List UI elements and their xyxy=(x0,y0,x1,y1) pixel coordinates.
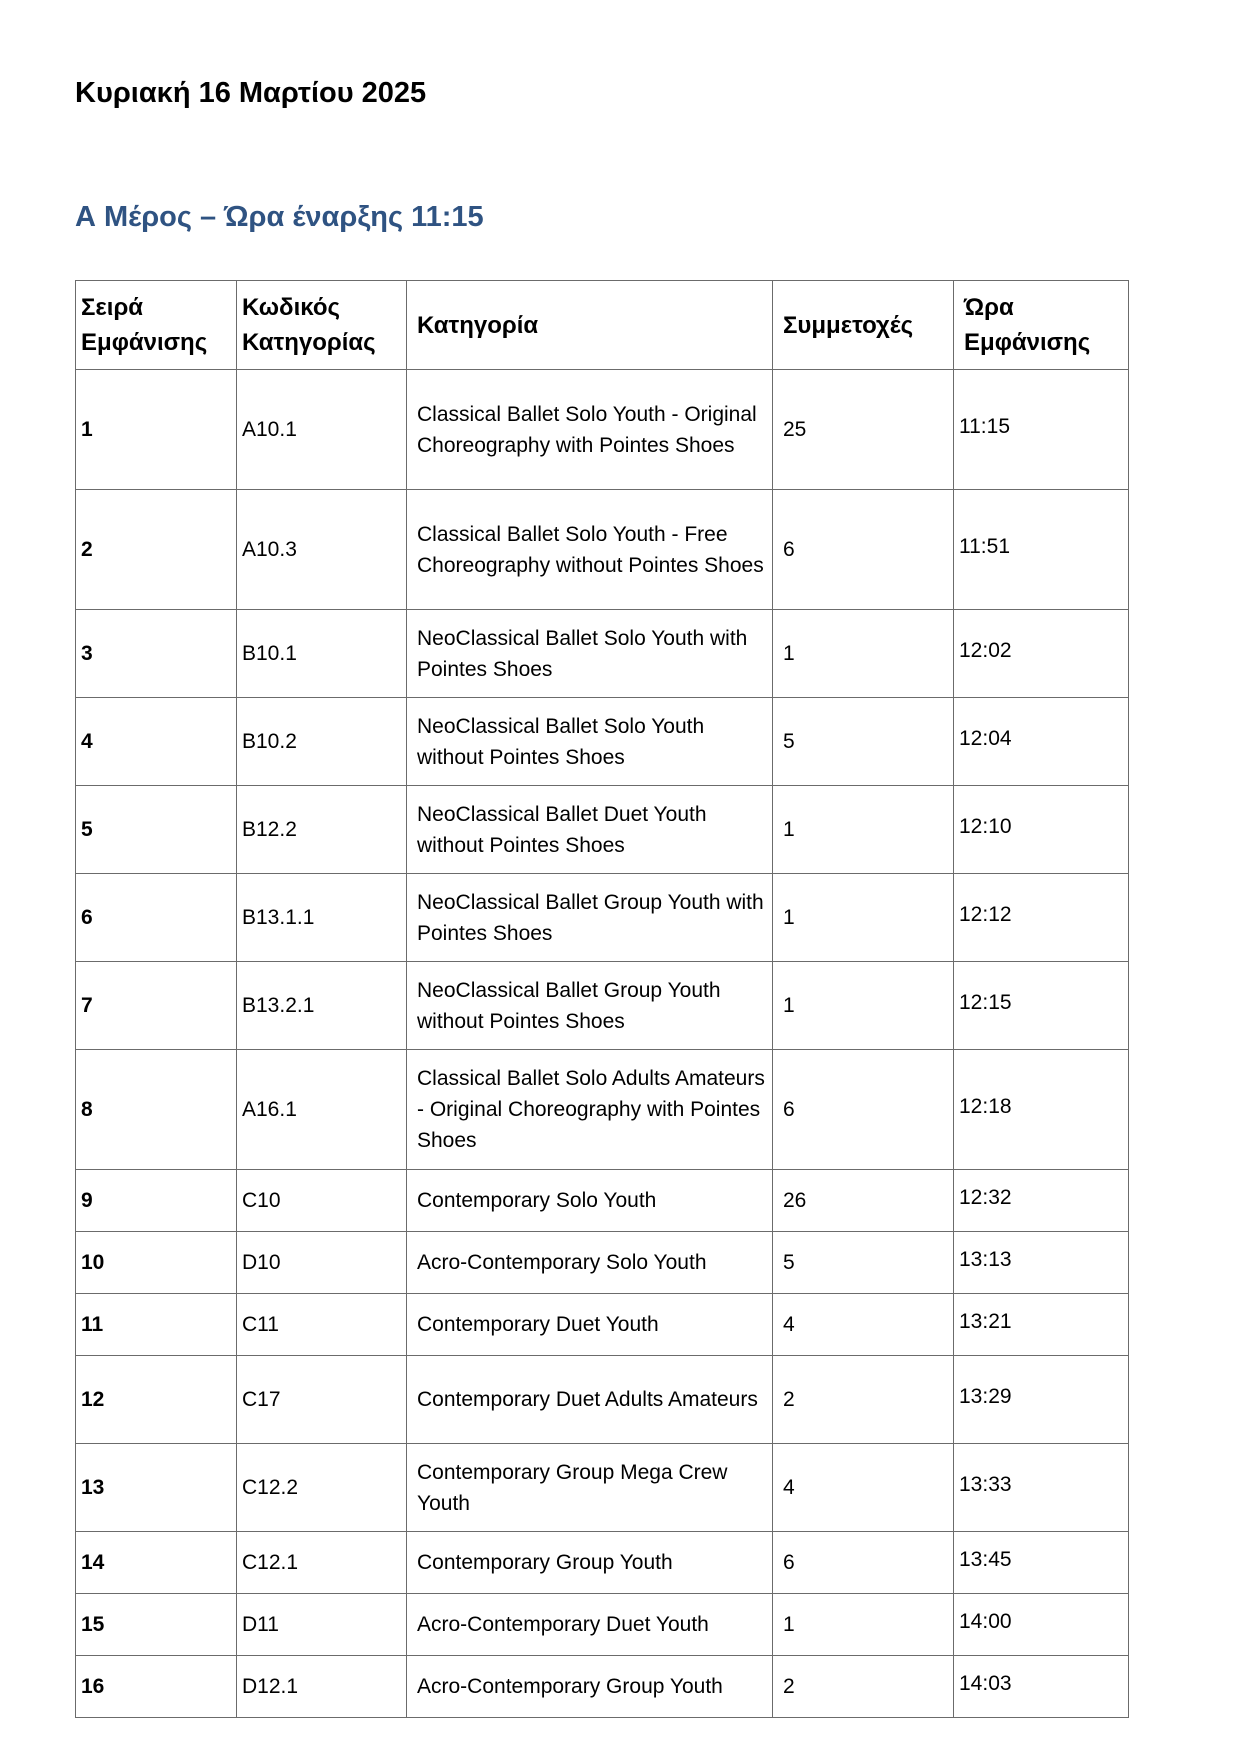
cell-category: NeoClassical Ballet Solo Youth with Pointes Shoes xyxy=(407,610,773,698)
cell-time: 12:15 xyxy=(954,962,1129,1050)
cell-order: 9 xyxy=(76,1170,237,1232)
header-category: Κατηγορία xyxy=(407,281,773,370)
cell-time: 12:10 xyxy=(954,786,1129,874)
cell-code: D11 xyxy=(237,1594,407,1656)
table-row xyxy=(76,698,1129,786)
cell-category: NeoClassical Ballet Group Youth without Pointes Shoes xyxy=(407,962,773,1050)
cell-order: 8 xyxy=(76,1050,237,1170)
cell-order: 3 xyxy=(76,610,237,698)
cell-code: A10.1 xyxy=(237,370,407,490)
table-row xyxy=(76,786,1129,874)
cell-time: 12:18 xyxy=(954,1050,1129,1170)
cell-time: 12:12 xyxy=(954,874,1129,962)
cell-time: 13:13 xyxy=(954,1232,1129,1294)
cell-time: 14:03 xyxy=(954,1656,1129,1718)
cell-time: 12:04 xyxy=(954,698,1129,786)
cell-participants: 2 xyxy=(773,1656,954,1718)
cell-time: 13:33 xyxy=(954,1444,1129,1532)
cell-time: 13:29 xyxy=(954,1356,1129,1444)
cell-time: 14:00 xyxy=(954,1594,1129,1656)
cell-category: Contemporary Duet Youth xyxy=(407,1294,773,1356)
cell-order: 13 xyxy=(76,1444,237,1532)
cell-order: 15 xyxy=(76,1594,237,1656)
cell-time: 11:15 xyxy=(954,370,1129,490)
cell-category: Contemporary Duet Adults Amateurs xyxy=(407,1356,773,1444)
cell-category: Classical Ballet Solo Adults Amateurs - Original Choreography with Pointes Shoes xyxy=(407,1050,773,1170)
table-row xyxy=(76,1170,1129,1232)
cell-participants: 1 xyxy=(773,962,954,1050)
header-order: Σειρά Εμφάνισης xyxy=(76,281,237,370)
cell-time: 13:21 xyxy=(954,1294,1129,1356)
header-time: Ώρα Εμφάνισης xyxy=(954,281,1129,370)
table-row xyxy=(76,874,1129,962)
cell-participants: 6 xyxy=(773,490,954,610)
cell-category: Contemporary Group Mega Crew Youth xyxy=(407,1444,773,1532)
cell-code: B13.2.1 xyxy=(237,962,407,1050)
table-header-row xyxy=(76,281,1129,370)
cell-code: A10.3 xyxy=(237,490,407,610)
cell-code: C11 xyxy=(237,1294,407,1356)
cell-participants: 4 xyxy=(773,1444,954,1532)
cell-participants: 5 xyxy=(773,1232,954,1294)
cell-code: D12.1 xyxy=(237,1656,407,1718)
table-row xyxy=(76,1356,1129,1444)
table-row xyxy=(76,610,1129,698)
cell-category: Acro-Contemporary Duet Youth xyxy=(407,1594,773,1656)
cell-participants: 1 xyxy=(773,874,954,962)
cell-participants: 1 xyxy=(773,786,954,874)
cell-code: B12.2 xyxy=(237,786,407,874)
cell-code: B10.2 xyxy=(237,698,407,786)
cell-order: 11 xyxy=(76,1294,237,1356)
cell-participants: 1 xyxy=(773,1594,954,1656)
cell-category: NeoClassical Ballet Duet Youth without Pointes Shoes xyxy=(407,786,773,874)
table-row xyxy=(76,1656,1129,1718)
cell-order: 12 xyxy=(76,1356,237,1444)
cell-time: 12:02 xyxy=(954,610,1129,698)
cell-category: Classical Ballet Solo Youth - Free Choreography without Pointes Shoes xyxy=(407,490,773,610)
table-row xyxy=(76,1594,1129,1656)
cell-order: 16 xyxy=(76,1656,237,1718)
table-row xyxy=(76,1532,1129,1594)
cell-category: Contemporary Group Youth xyxy=(407,1532,773,1594)
cell-code: B13.1.1 xyxy=(237,874,407,962)
cell-code: C17 xyxy=(237,1356,407,1444)
header-participants: Συμμετοχές xyxy=(773,281,954,370)
cell-participants: 26 xyxy=(773,1170,954,1232)
cell-category: Acro-Contemporary Group Youth xyxy=(407,1656,773,1718)
cell-participants: 6 xyxy=(773,1050,954,1170)
schedule-table xyxy=(75,280,1129,1718)
cell-participants: 25 xyxy=(773,370,954,490)
table-row xyxy=(76,370,1129,490)
cell-code: D10 xyxy=(237,1232,407,1294)
page-date: Κυριακή 16 Μαρτίου 2025 xyxy=(75,77,427,109)
cell-participants: 1 xyxy=(773,610,954,698)
cell-participants: 5 xyxy=(773,698,954,786)
cell-code: C12.2 xyxy=(237,1444,407,1532)
cell-time: 11:51 xyxy=(954,490,1129,610)
cell-participants: 4 xyxy=(773,1294,954,1356)
table-row xyxy=(76,1294,1129,1356)
table-row xyxy=(76,1050,1129,1170)
cell-participants: 6 xyxy=(773,1532,954,1594)
header-code: Κωδικός Κατηγορίας xyxy=(237,281,407,370)
cell-order: 7 xyxy=(76,962,237,1050)
table-row xyxy=(76,962,1129,1050)
cell-order: 10 xyxy=(76,1232,237,1294)
section-title: Α Μέρος – Ώρα έναρξης 11:15 xyxy=(75,201,484,233)
cell-category: NeoClassical Ballet Solo Youth without Pointes Shoes xyxy=(407,698,773,786)
cell-time: 12:32 xyxy=(954,1170,1129,1232)
cell-order: 2 xyxy=(76,490,237,610)
cell-code: B10.1 xyxy=(237,610,407,698)
cell-order: 1 xyxy=(76,370,237,490)
cell-order: 6 xyxy=(76,874,237,962)
cell-code: A16.1 xyxy=(237,1050,407,1170)
cell-category: Contemporary Solo Youth xyxy=(407,1170,773,1232)
cell-order: 14 xyxy=(76,1532,237,1594)
cell-category: NeoClassical Ballet Group Youth with Pointes Shoes xyxy=(407,874,773,962)
cell-category: Acro-Contemporary Solo Youth xyxy=(407,1232,773,1294)
cell-time: 13:45 xyxy=(954,1532,1129,1594)
table-row xyxy=(76,1444,1129,1532)
table-row xyxy=(76,490,1129,610)
cell-code: C12.1 xyxy=(237,1532,407,1594)
cell-participants: 2 xyxy=(773,1356,954,1444)
table-row xyxy=(76,1232,1129,1294)
cell-order: 4 xyxy=(76,698,237,786)
cell-order: 5 xyxy=(76,786,237,874)
cell-code: C10 xyxy=(237,1170,407,1232)
cell-category: Classical Ballet Solo Youth - Original Choreography with Pointes Shoes xyxy=(407,370,773,490)
